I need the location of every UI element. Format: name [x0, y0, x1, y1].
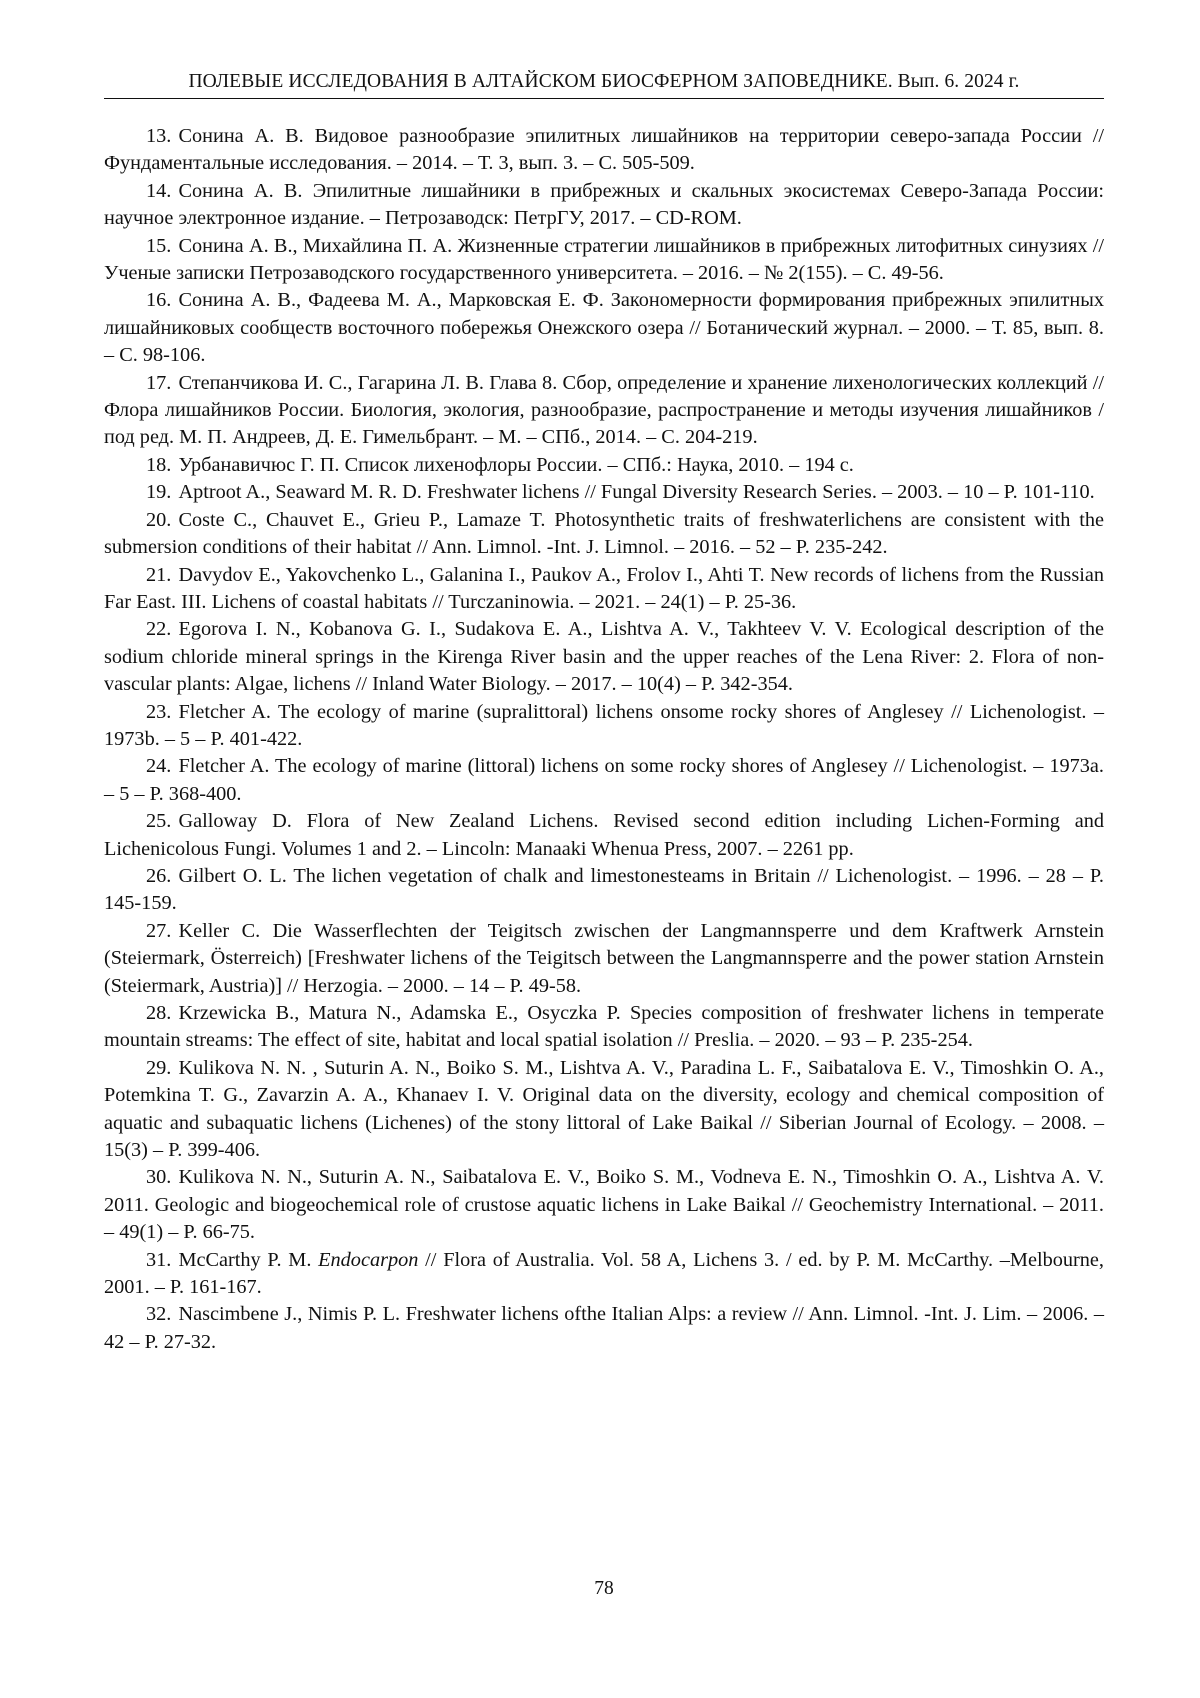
reference-text: Nascimbene J., Nimis P. L. Freshwater lichens ofthe Italian Alps: a review // Ann. Limnol. -Int. J. Lim. – 2006. – 42 – P. 27-32. — [104, 1303, 1104, 1352]
reference-item — [104, 808, 1104, 863]
reference-number: 32. — [146, 1303, 171, 1325]
reference-text: Степанчикова И. С., Гагарина Л. В. Глава 8. Сбор, определение и хранение лихенологических коллекций // Флора лишайников России. Биология, экология, разнообразие, распространение и методы изучения лишайников / под ред. М. П. Андреев, Д. Е. Гимельбрант. – М. – СПб., 2014. – С. 204-219. — [104, 372, 1104, 449]
reference-number: 21. — [146, 564, 171, 586]
reference-number: 16. — [146, 289, 171, 311]
reference-item — [104, 616, 1104, 698]
reference-number: 19. — [146, 481, 171, 503]
reference-item — [104, 123, 1104, 178]
reference-number: 17. — [146, 372, 171, 394]
reference-item — [104, 562, 1104, 617]
reference-number: 29. — [146, 1057, 171, 1079]
reference-text: Kulikova N. N. , Suturin A. N., Boiko S. M., Lishtva A. V., Paradina L. F., Saibatalova E. V., Timoshkin O. A., Potemkina T. G., Zavarzin A. A., Khanaev I. V. Original data on the diversity, ecology and chemical composition of aquatic and subaquatic lichens (Lichenes) of the stony littoral of Lake Baikal // Siberian Journal of Ecology. – 2008. – 15(3) – P. 399-406. — [104, 1057, 1104, 1161]
reference-item — [104, 178, 1104, 233]
reference-number: 20. — [146, 509, 171, 531]
reference-text: Aptroot A., Seaward M. R. D. Freshwater lichens // Fungal Diversity Research Series. – 2003. – 10 – P. 101-110. — [178, 481, 1094, 503]
reference-item — [104, 1247, 1104, 1302]
reference-item — [104, 479, 1104, 506]
reference-list — [104, 123, 1104, 1356]
reference-item — [104, 863, 1104, 918]
reference-item — [104, 1301, 1104, 1356]
reference-text: Egorova I. N., Kobanova G. I., Sudakova E. A., Lishtva A. V., Takhteev V. V. Ecological description of the sodium chloride mineral springs in the Kirenga River basin and the upper reaches of the Lena River: 2. Flora of non-vascular plants: Algae, lichens // Inland Water Biology. – 2017. – 10(4) – P. 342-354. — [104, 618, 1104, 695]
reference-number: 30. — [146, 1166, 171, 1188]
reference-text: Kulikova N. N., Suturin A. N., Saibatalova E. V., Boiko S. M., Vodneva E. N., Timoshkin O. A., Lishtva A. V. 2011. Geologic and biogeochemical role of crustose aquatic lichens in Lake Baikal // Geochemistry International. – 2011. – 49(1) – P. 66-75. — [104, 1166, 1104, 1243]
reference-number: 14. — [146, 180, 171, 202]
reference-text: Сонина А. В. Эпилитные лишайники в прибрежных и скальных экосистемах Северо-Запада России: научное электронное издание. – Петрозаводск: ПетрГУ, 2017. – CD-ROM. — [104, 180, 1104, 229]
reference-item — [104, 1164, 1104, 1246]
reference-text: Сонина А. В., Михайлина П. А. Жизненные стратегии лишайников в прибрежных литофитных синузиях // Ученые записки Петрозаводского государственного университета. – 2016. – № 2(155). – С. 49-56. — [104, 235, 1104, 284]
reference-text: Coste C., Chauvet E., Grieu P., Lamaze T. Photosynthetic traits of freshwaterlichens are consistent with the submersion conditions of their habitat // Ann. Limnol. -Int. J. Limnol. – 2016. – 52 – P. 235-242. — [104, 509, 1104, 558]
reference-text-post: // Flora of Australia. Vol. 58 A, Lichens 3. / ed. by P. M. McCarthy. –Melbourne, 2001. – P. 161-167. — [104, 1249, 1104, 1298]
reference-number: 26. — [146, 865, 171, 887]
reference-item — [104, 507, 1104, 562]
reference-number: 23. — [146, 701, 171, 723]
reference-number: 24. — [146, 755, 171, 777]
reference-item — [104, 287, 1104, 369]
reference-number: 13. — [146, 125, 171, 147]
reference-text-pre: McCarthy P. M. — [178, 1249, 318, 1271]
reference-text: Gilbert O. L. The lichen vegetation of chalk and limestonesteams in Britain // Lichenologist. – 1996. – 28 – P. 145-159. — [104, 865, 1104, 914]
reference-text: Galloway D. Flora of New Zealand Lichens. Revised second edition including Lichen-Forming and Lichenicolous Fungi. Volumes 1 and 2. – Lincoln: Manaaki Whenua Press, 2007. – 2261 pp. — [104, 810, 1104, 859]
reference-text: Сонина А. В., Фадеева М. А., Марковская Е. Ф. Закономерности формирования прибрежных эпилитных лишайниковых сообществ восточного побережья Онежского озера // Ботанический журнал. – 2000. – Т. 85, вып. 8. – С. 98-106. — [104, 289, 1104, 366]
reference-italic-title: Endocarpon — [318, 1249, 418, 1271]
reference-text: Davydov E., Yakovchenko L., Galanina I., Paukov A., Frolov I., Ahti T. New records of lichens from the Russian Far East. III. Lichens of coastal habitats // Turczaninowia. – 2021. – 24(1) – P. 25-36. — [104, 564, 1104, 613]
reference-text: Fletcher A. The ecology of marine (supralittoral) lichens onsome rocky shores of Anglesey // Lichenologist. – 1973b. – 5 – P. 401-422. — [104, 701, 1104, 750]
reference-item — [104, 1055, 1104, 1165]
reference-item — [104, 918, 1104, 1000]
reference-number: 27. — [146, 920, 171, 942]
reference-number: 22. — [146, 618, 171, 640]
reference-item — [104, 1000, 1104, 1055]
reference-text: Keller C. Die Wasserflechten der Teigitsch zwischen der Langmannsperre und dem Kraftwerk Arnstein (Steiermark, Österreich) [Freshwater lichens of the Teigitsch between the Langmannsperre and the power station Arnstein (Steiermark, Austria)] // Herzogia. – 2000. – 14 – P. 49-58. — [104, 920, 1104, 997]
reference-item — [104, 753, 1104, 808]
reference-number: 28. — [146, 1002, 171, 1024]
reference-number: 25. — [146, 810, 171, 832]
reference-text: Krzewicka B., Matura N., Adamska E., Osyczka P. Species composition of freshwater lichens in temperate mountain streams: The effect of site, habitat and local spatial isolation // Preslia. – 2020. – 93 – P. 235-254. — [104, 1002, 1104, 1051]
page-number: 78 — [104, 1578, 1104, 1600]
header-rule — [104, 98, 1104, 99]
reference-number: 18. — [146, 454, 171, 476]
reference-item — [104, 699, 1104, 754]
reference-item — [104, 233, 1104, 288]
reference-text: Урбанавичюс Г. П. Список лихенофлоры России. – СПб.: Наука, 2010. – 194 с. — [178, 454, 853, 476]
reference-text: Fletcher A. The ecology of marine (littoral) lichens on some rocky shores of Anglesey // Lichenologist. – 1973a. – 5 – P. 368-400. — [104, 755, 1104, 804]
document-page — [104, 0, 1104, 1698]
reference-number: 31. — [146, 1249, 171, 1271]
reference-item — [104, 370, 1104, 452]
reference-text: Сонина А. В. Видовое разнообразие эпилитных лишайников на территории северо-запада России // Фундаментальные исследования. – 2014. – Т. 3, вып. 3. – С. 505-509. — [104, 125, 1104, 174]
reference-number: 15. — [146, 235, 171, 257]
running-header: ПОЛЕВЫЕ ИССЛЕДОВАНИЯ В АЛТАЙСКОМ БИОСФЕРНОМ ЗАПОВЕДНИКЕ. Вып. 6. 2024 г. — [104, 70, 1104, 94]
reference-item — [104, 452, 1104, 479]
